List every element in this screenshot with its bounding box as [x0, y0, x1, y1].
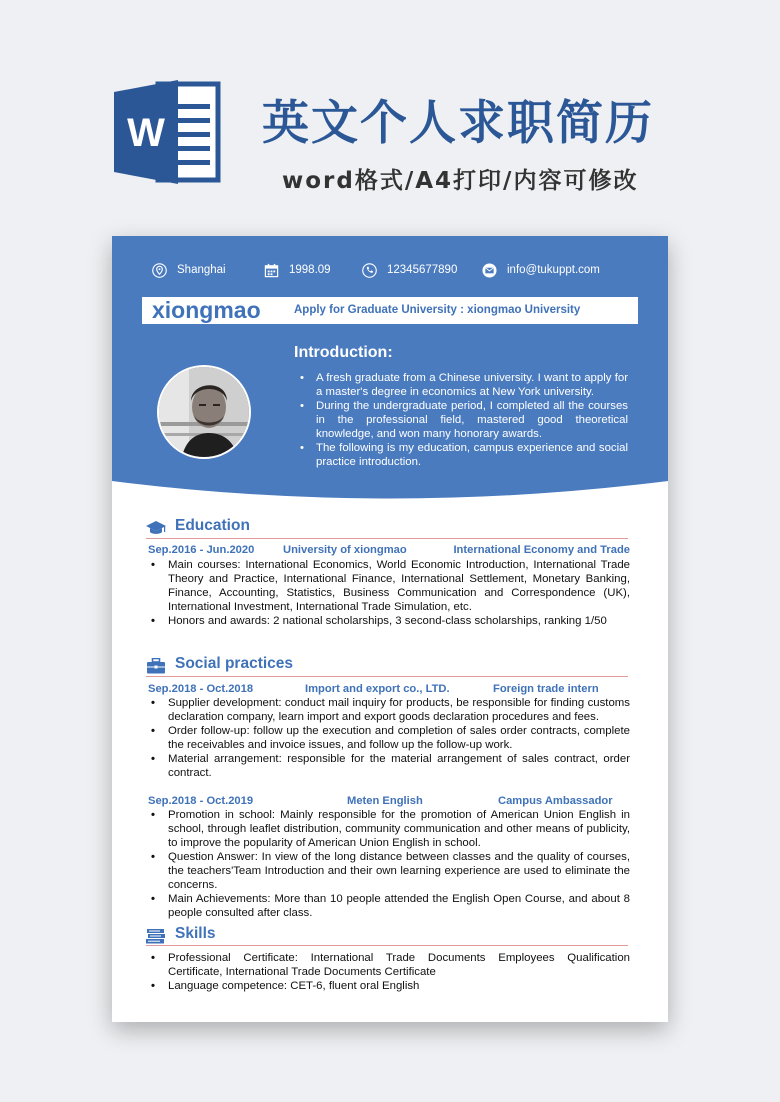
word-logo-letter: W — [127, 111, 165, 155]
banner-title: 英文个人求职简历 — [262, 96, 654, 151]
list-item: • Material arrangement: responsible for the material arrangement of sales contract, order contract. — [148, 752, 630, 780]
list-item: • Honors and awards: 2 national scholarships, 3 second-class scholarships, ranking 1/50 — [148, 614, 630, 628]
entry-role: Campus Ambassador — [498, 795, 613, 807]
entry-org: University of xiongmao — [283, 544, 407, 556]
entry-org: Meten English — [347, 795, 423, 807]
name-bar — [142, 297, 638, 324]
avatar — [157, 365, 251, 459]
avatar-photo — [159, 367, 251, 459]
list-item: • Main courses: International Economics, World Economic Introduction, International Trade Theory and Practice, International Finance, International Settlement, Monetary Banking, Finance, Accounting, Statistics, Business Communication and Correspondence (UK), International Investment, International Trade Simulation, etc. — [148, 558, 630, 614]
social-header — [146, 655, 628, 677]
entry-date: Sep.2018 - Oct.2018 — [148, 683, 254, 695]
phone-icon — [362, 263, 377, 278]
banner-subtitle: word格式/A4打印/内容可修改 — [282, 168, 639, 194]
apply-target: Apply for Graduate University : xiongmao University — [294, 304, 581, 316]
email-text: info@tukuppt.com — [507, 264, 600, 276]
location-text: Shanghai — [177, 264, 226, 276]
contact-birth — [264, 262, 331, 278]
social-entry — [148, 683, 630, 697]
graduation-cap-icon — [146, 520, 166, 536]
introduction-list — [294, 371, 628, 469]
list-item: • Promotion in school: Mainly responsible for the promotion of American Union English in school, through leaflet distribution, community communication and other means of publicity, to improve the popularity of American Union English in school. — [148, 808, 630, 850]
calendar-icon — [264, 263, 279, 278]
list-item: • Question Answer: In view of the long distance between classes and the quality of courses, the teachers'Team Introduction and their own learning experience are used to eliminate the concerns. — [148, 850, 630, 892]
books-icon — [146, 928, 166, 944]
social-title: Social practices — [175, 655, 294, 672]
entry-date: Sep.2016 - Jun.2020 — [148, 544, 255, 556]
list-item: • Professional Certificate: International Trade Documents Employees Qualification Certificate, International Trade Documents Certificate — [148, 951, 630, 979]
education-entry — [148, 544, 630, 558]
section-divider — [146, 676, 628, 677]
resume-page — [112, 236, 668, 1022]
social-list — [148, 808, 630, 920]
briefcase-icon — [146, 658, 166, 674]
phone-text: 12345677890 — [387, 264, 458, 276]
contact-email — [482, 262, 600, 278]
contact-phone — [362, 262, 457, 278]
list-item: • Order follow-up: follow up the execution and completion of sales order contracts, complete the receivables and invoice issues, and follow up the follow-up work. — [148, 724, 630, 752]
email-icon — [482, 263, 497, 278]
entry-role: Foreign trade intern — [493, 683, 599, 695]
social-list — [148, 696, 630, 780]
contact-location — [152, 262, 226, 278]
list-item: • Main Achievements: More than 10 people attended the English Open Course, and about 8 people consulted after class. — [148, 892, 630, 920]
candidate-name: xiongmao — [152, 297, 261, 323]
skills-list — [148, 951, 630, 993]
entry-role: International Economy and Trade — [453, 544, 630, 556]
skills-header — [146, 925, 628, 947]
word-logo-icon — [112, 78, 224, 186]
social-entry — [148, 795, 630, 809]
location-pin-icon — [152, 263, 167, 278]
introduction-title: Introduction: — [294, 344, 393, 361]
skills-title: Skills — [175, 925, 216, 942]
section-divider — [146, 538, 628, 539]
section-divider — [146, 945, 628, 946]
entry-date: Sep.2018 - Oct.2019 — [148, 795, 254, 807]
introduction-item: • A fresh graduate from a Chinese university. I want to apply for a master's degree in economics at New York university. — [294, 371, 628, 399]
entry-org: Import and export co., LTD. — [305, 683, 450, 695]
introduction-item: • During the undergraduate period, I completed all the courses in the professional field, mastered good theoretical knowledge, and won many honorary awards. — [294, 399, 628, 441]
education-list — [148, 558, 630, 628]
introduction-item: • The following is my education, campus experience and social practice introduction. — [294, 441, 628, 469]
education-header — [146, 517, 628, 539]
education-title: Education — [175, 517, 250, 534]
list-item: • Supplier development: conduct mail inquiry for products, be responsible for finding customs declaration company, learn import and export goods declaration procedures and fees. — [148, 696, 630, 724]
list-item: • Language competence: CET-6, fluent oral English — [148, 979, 630, 993]
birth-text: 1998.09 — [289, 264, 331, 276]
